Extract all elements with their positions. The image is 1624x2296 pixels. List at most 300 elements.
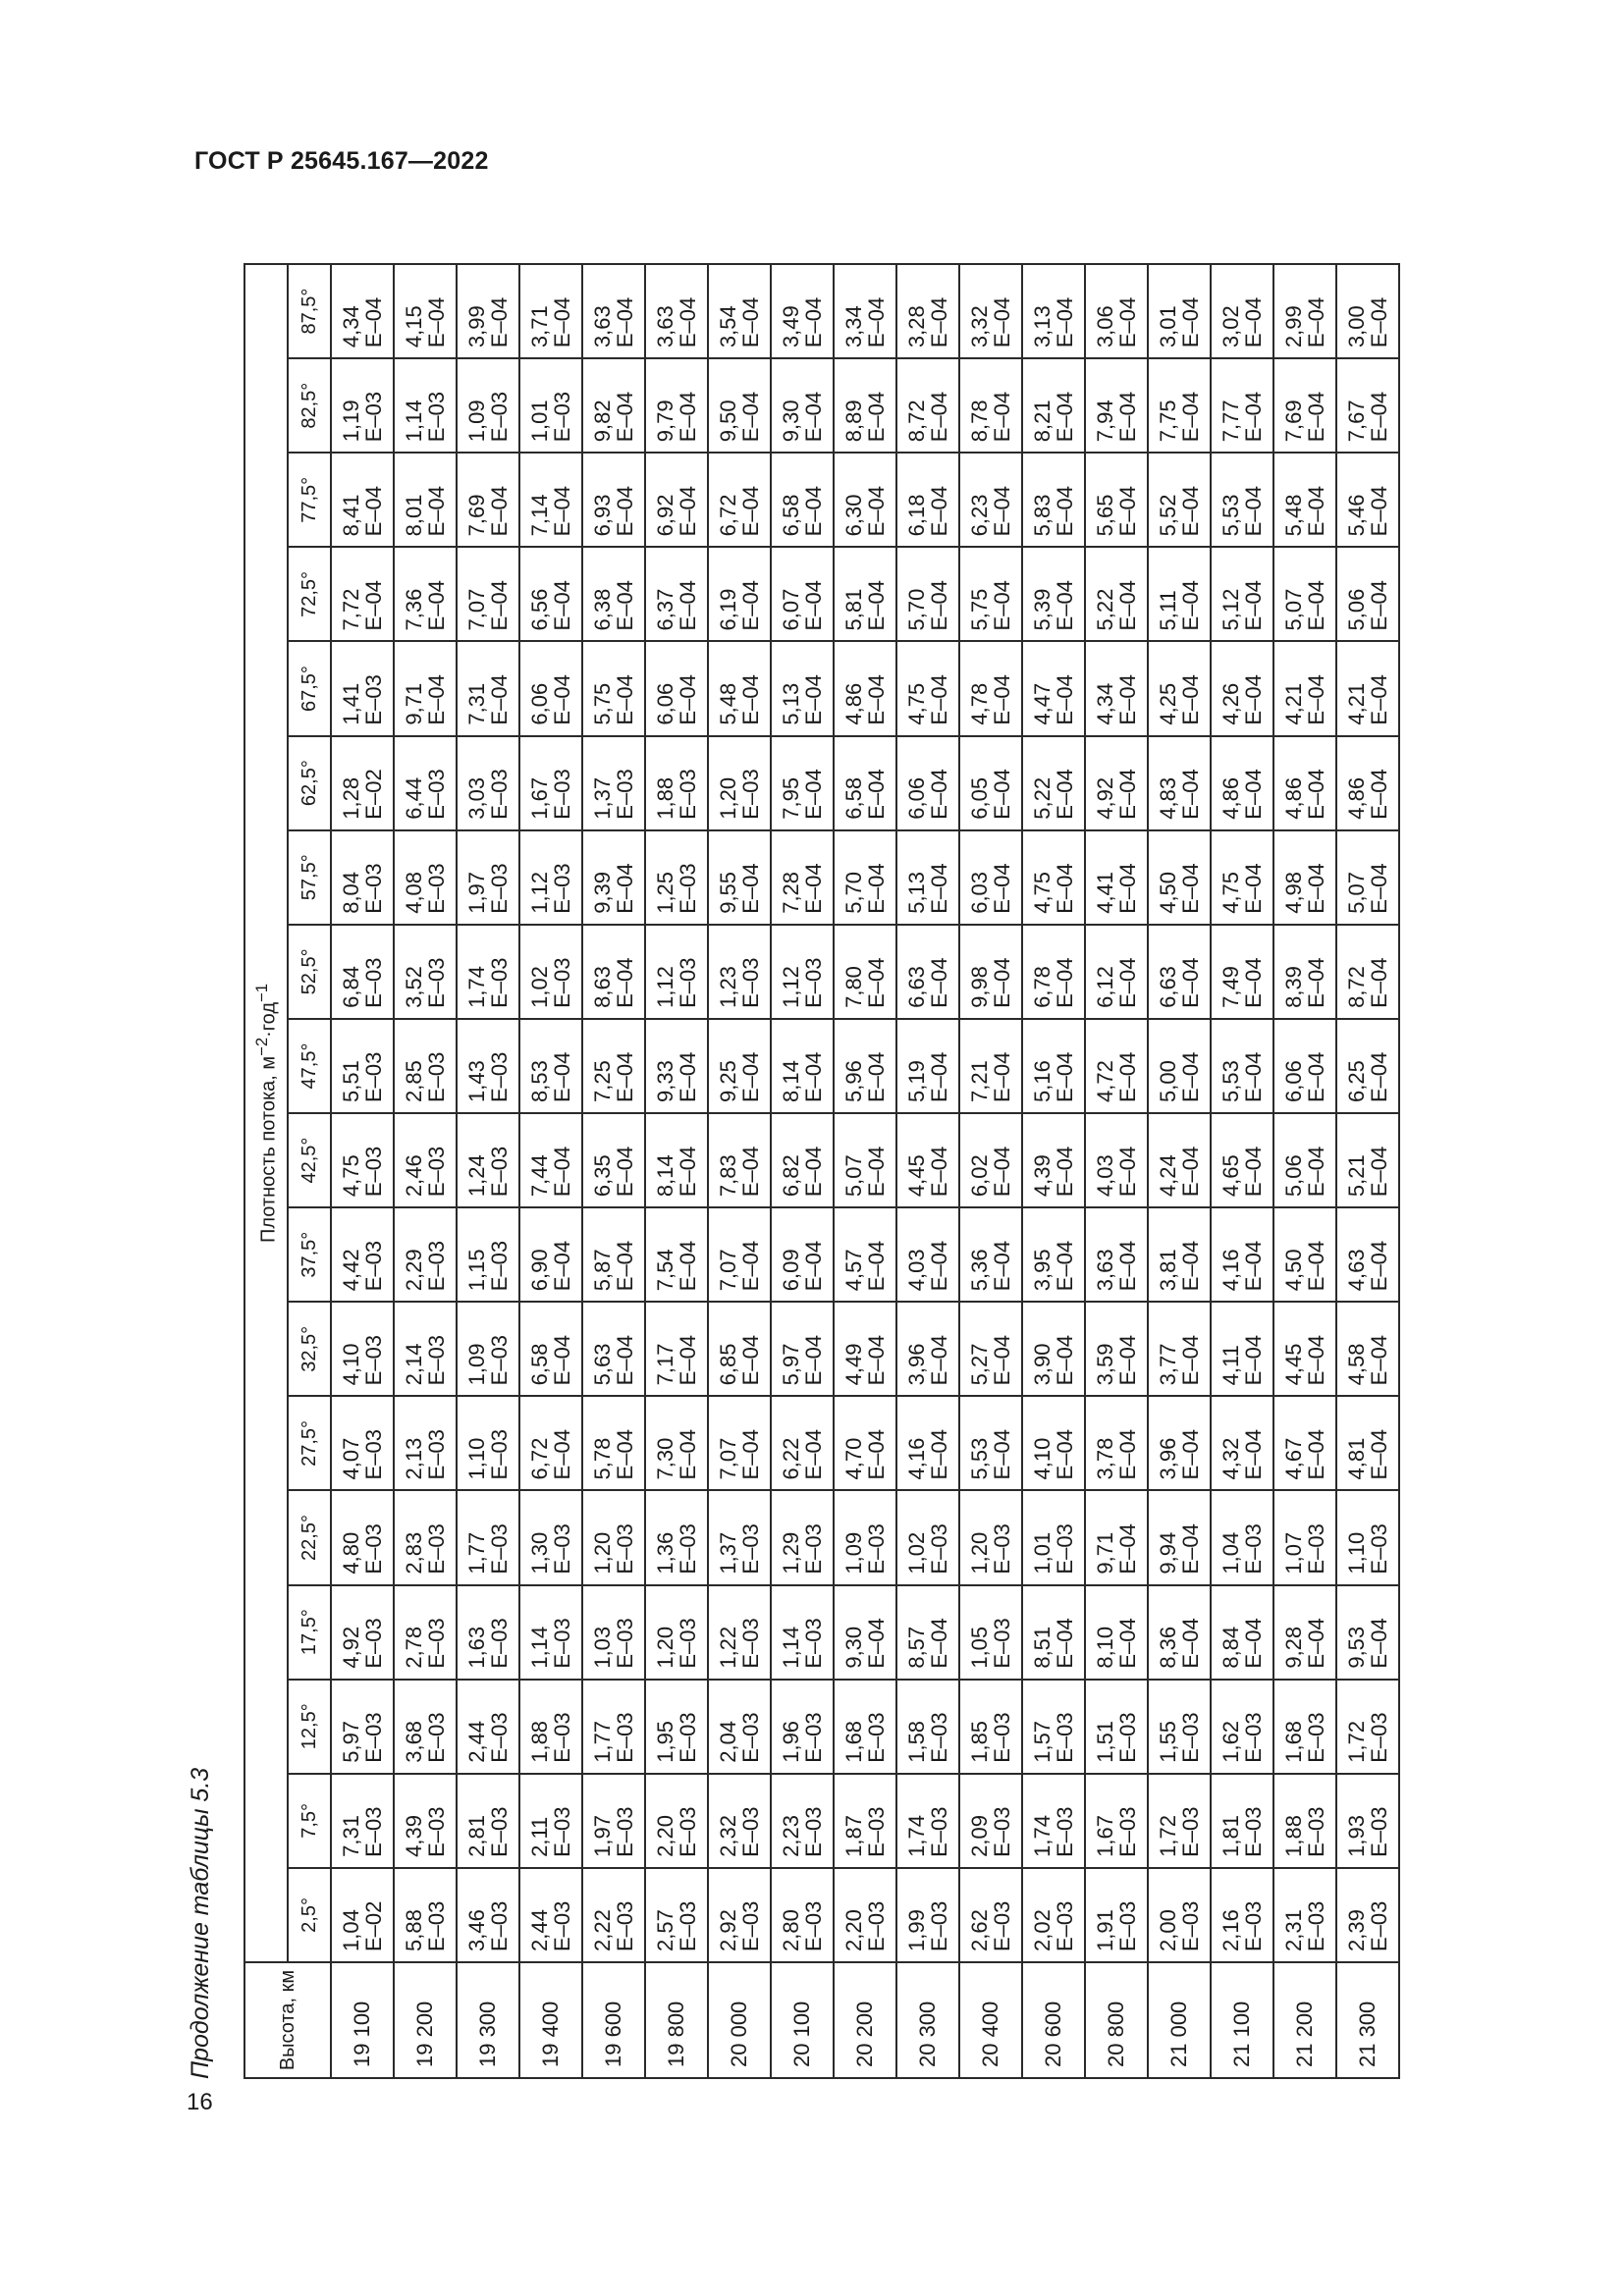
mantissa: 1,37	[590, 776, 615, 820]
flux-value-cell	[331, 830, 394, 925]
mantissa: 9,71	[402, 682, 426, 725]
exponent: E–03	[550, 1618, 574, 1669]
flux-value-cell	[331, 1019, 394, 1113]
exponent: E–04	[1053, 1429, 1077, 1480]
angle-header-cell: 47,5°	[288, 1019, 331, 1113]
mantissa: 9,39	[590, 871, 615, 914]
angle-header-cell: 12,5°	[288, 1680, 331, 1774]
exponent: E–02	[361, 769, 386, 820]
mantissa: 5,83	[1030, 494, 1055, 537]
exponent: E–04	[361, 296, 386, 348]
exponent: E–03	[927, 1806, 951, 1857]
exponent: E–04	[613, 1051, 637, 1103]
flux-value-cell	[1336, 1774, 1399, 1868]
flux-value-cell	[645, 830, 708, 925]
exponent: E–03	[361, 1429, 386, 1480]
exponent: E–04	[1367, 769, 1391, 820]
mantissa: 7,44	[527, 1154, 552, 1198]
table-row	[394, 264, 457, 2078]
mantissa: 6,58	[841, 776, 866, 820]
flux-value-cell	[519, 264, 582, 358]
exponent: E–03	[801, 1618, 826, 1669]
flux-value-cell	[1336, 641, 1399, 735]
mantissa: 4,58	[1344, 1343, 1369, 1386]
mantissa: 4,34	[1093, 682, 1117, 725]
flux-value-cell	[959, 925, 1022, 1019]
mantissa: 3,63	[653, 305, 677, 348]
exponent: E–03	[424, 957, 449, 1008]
exponent: E–03	[361, 1712, 386, 1763]
mantissa: 1,68	[841, 1720, 866, 1763]
mantissa: 1,97	[464, 871, 489, 914]
exponent: E–04	[676, 1240, 700, 1292]
mantissa: 9,79	[653, 400, 677, 443]
flux-value-cell	[708, 1585, 771, 1680]
mantissa: 4,25	[1156, 682, 1180, 725]
flux-value-cell	[582, 1868, 645, 1962]
mantissa: 4,83	[1156, 776, 1180, 820]
angle-header-cell: 22,5°	[288, 1490, 331, 1584]
flux-value-cell	[394, 925, 457, 1019]
flux-value-cell	[1273, 1113, 1336, 1207]
flux-value-cell	[959, 641, 1022, 735]
mantissa: 1,68	[1281, 1720, 1306, 1763]
exponent: E–03	[990, 1618, 1014, 1669]
table-row	[1336, 264, 1399, 2078]
flux-value-cell	[331, 1490, 394, 1584]
mantissa: 7,67	[1344, 400, 1369, 443]
exponent: E–04	[487, 485, 512, 537]
mantissa: 6,63	[1156, 966, 1180, 1008]
flux-value-cell	[645, 1774, 708, 1868]
mantissa: 5,19	[904, 1060, 929, 1103]
exponent: E–03	[487, 391, 512, 443]
exponent: E–03	[487, 1712, 512, 1763]
flux-value-cell	[896, 547, 959, 641]
flux-value-cell	[519, 453, 582, 547]
table-body	[331, 264, 1399, 2078]
exponent: E–04	[1053, 485, 1077, 537]
mantissa: 1,07	[1281, 1531, 1306, 1575]
exponent: E–03	[738, 1806, 763, 1857]
mantissa: 3,06	[1093, 305, 1117, 348]
mantissa: 6,85	[716, 1343, 740, 1386]
mantissa: 4,03	[1093, 1154, 1117, 1198]
exponent: E–03	[550, 1806, 574, 1857]
mantissa: 6,12	[1093, 966, 1117, 1008]
flux-value-cell	[771, 736, 834, 830]
mantissa: 1,14	[527, 1626, 552, 1669]
table-row	[582, 264, 645, 2078]
flux-value-cell	[1336, 1396, 1399, 1490]
exponent: E–04	[1053, 957, 1077, 1008]
mantissa: 1,09	[464, 1343, 489, 1386]
exponent: E–03	[424, 1618, 449, 1669]
exponent: E–04	[676, 1429, 700, 1480]
mantissa: 5,53	[967, 1437, 992, 1480]
flux-value-cell	[1148, 1302, 1211, 1396]
exponent: E–04	[1115, 1523, 1140, 1575]
flux-value-cell	[582, 358, 645, 453]
exponent: E–04	[1304, 863, 1328, 914]
flux-value-cell	[582, 1113, 645, 1207]
mantissa: 1,62	[1218, 1720, 1243, 1763]
flux-value-cell	[834, 1207, 896, 1302]
flux-value-cell	[708, 547, 771, 641]
height-cell: 21 100	[1211, 1962, 1273, 2078]
exponent: E–04	[1367, 1334, 1391, 1386]
flux-value-cell	[1022, 1868, 1085, 1962]
exponent: E–03	[676, 1618, 700, 1669]
exponent: E–04	[1304, 1618, 1328, 1669]
exponent: E–04	[1115, 1146, 1140, 1198]
mantissa: 4,67	[1281, 1437, 1306, 1480]
mantissa: 6,84	[339, 966, 363, 1008]
flux-value-cell	[582, 547, 645, 641]
mantissa: 8,04	[339, 871, 363, 914]
flux-value-cell	[1148, 1585, 1211, 1680]
table-row	[457, 264, 519, 2078]
mantissa: 3,28	[904, 305, 929, 348]
exponent: E–04	[361, 580, 386, 631]
flux-value-cell	[1273, 358, 1336, 453]
exponent: E–03	[487, 1523, 512, 1575]
flux-value-cell	[645, 264, 708, 358]
mantissa: 3,95	[1030, 1249, 1055, 1292]
flux-value-cell	[1085, 1019, 1148, 1113]
flux-value-cell	[708, 453, 771, 547]
exponent: E–04	[1115, 863, 1140, 914]
exponent: E–04	[676, 296, 700, 348]
height-cell: 19 800	[645, 1962, 708, 2078]
exponent: E–04	[1178, 674, 1203, 725]
exponent: E–04	[927, 674, 951, 725]
exponent: E–04	[1178, 296, 1203, 348]
mantissa: 7,94	[1093, 400, 1117, 443]
exponent: E–03	[1241, 1712, 1266, 1763]
mantissa: 8,36	[1156, 1626, 1180, 1669]
mantissa: 8,72	[1344, 966, 1369, 1008]
flux-value-cell	[771, 925, 834, 1019]
flux-value-cell	[959, 1019, 1022, 1113]
flux-value-cell	[771, 1302, 834, 1396]
mantissa: 7,31	[464, 682, 489, 725]
angle-header-cell: 7,5°	[288, 1774, 331, 1868]
mantissa: 1,12	[527, 871, 552, 914]
exponent: E–04	[1178, 1146, 1203, 1198]
flux-value-cell	[1085, 358, 1148, 453]
exponent: E–04	[550, 296, 574, 348]
mantissa: 7,31	[339, 1815, 363, 1857]
mantissa: 7,49	[1218, 966, 1243, 1008]
flux-value-cell	[1085, 1396, 1148, 1490]
mantissa: 3,78	[1093, 1437, 1117, 1480]
exponent: E–04	[1178, 1051, 1203, 1103]
mantissa: 6,22	[779, 1437, 803, 1480]
mantissa: 7,07	[716, 1437, 740, 1480]
flux-value-cell	[1211, 1207, 1273, 1302]
mantissa: 6,82	[779, 1154, 803, 1198]
mantissa: 5,12	[1218, 588, 1243, 631]
exponent: E–03	[1178, 1712, 1203, 1763]
flux-value-cell	[582, 641, 645, 735]
mantissa: 1,74	[904, 1815, 929, 1857]
mantissa: 7,69	[1281, 400, 1306, 443]
exponent: E–03	[550, 1900, 574, 1951]
mantissa: 9,25	[716, 1060, 740, 1103]
exponent: E–03	[361, 1618, 386, 1669]
exponent: E–04	[1241, 1240, 1266, 1292]
mantissa: 4,11	[1218, 1345, 1243, 1386]
flux-value-cell	[1022, 1585, 1085, 1680]
flux-value-cell	[959, 1396, 1022, 1490]
flux-header-mid: ·год	[257, 1001, 280, 1038]
mantissa: 5,07	[841, 1154, 866, 1198]
exponent: E–03	[676, 957, 700, 1008]
exponent: E–04	[1053, 580, 1077, 631]
mantissa: 1,58	[904, 1720, 929, 1763]
mantissa: 5,51	[339, 1060, 363, 1103]
exponent: E–03	[676, 1900, 700, 1951]
flux-value-cell	[834, 264, 896, 358]
exponent: E–03	[550, 1523, 574, 1575]
mantissa: 6,37	[653, 588, 677, 631]
mantissa: 3,99	[464, 305, 489, 348]
mantissa: 7,36	[402, 588, 426, 631]
flux-value-cell	[834, 830, 896, 925]
mantissa: 5,48	[1281, 494, 1306, 537]
flux-value-cell	[1336, 1680, 1399, 1774]
mantissa: 5,27	[967, 1343, 992, 1386]
mantissa: 6,07	[779, 588, 803, 631]
exponent: E–04	[1178, 485, 1203, 537]
mantissa: 5,06	[1344, 588, 1369, 631]
exponent: E–04	[550, 674, 574, 725]
exponent: E–04	[1053, 1240, 1077, 1292]
exponent: E–03	[424, 1240, 449, 1292]
mantissa: 1,23	[716, 966, 740, 1008]
exponent: E–04	[550, 1051, 574, 1103]
flux-value-cell	[771, 1680, 834, 1774]
flux-value-cell	[834, 641, 896, 735]
exponent: E–04	[990, 391, 1014, 443]
mantissa: 9,53	[1344, 1626, 1369, 1669]
flux-value-cell	[771, 1585, 834, 1680]
mantissa: 5,48	[716, 682, 740, 725]
mantissa: 8,53	[527, 1060, 552, 1103]
flux-value-cell	[645, 1585, 708, 1680]
exponent: E–03	[801, 1712, 826, 1763]
mantissa: 3,34	[841, 305, 866, 348]
flux-value-cell	[834, 1113, 896, 1207]
mantissa: 9,33	[653, 1060, 677, 1103]
exponent: E–04	[1241, 674, 1266, 725]
flux-value-cell	[708, 736, 771, 830]
mantissa: 4,86	[841, 682, 866, 725]
mantissa: 2,29	[402, 1249, 426, 1292]
flux-value-cell	[771, 830, 834, 925]
flux-value-cell	[708, 1774, 771, 1868]
flux-value-cell	[1211, 453, 1273, 547]
exponent: E–04	[1241, 1146, 1266, 1198]
exponent: E–04	[927, 1051, 951, 1103]
mantissa: 4,92	[1093, 776, 1117, 820]
flux-value-cell	[582, 925, 645, 1019]
exponent: E–04	[1241, 1051, 1266, 1103]
mantissa: 2,13	[402, 1437, 426, 1480]
exponent: E–04	[676, 674, 700, 725]
mantissa: 7,14	[527, 494, 552, 537]
flux-value-cell	[394, 1019, 457, 1113]
mantissa: 5,39	[1030, 588, 1055, 631]
exponent: E–04	[1304, 296, 1328, 348]
exponent: E–04	[487, 580, 512, 631]
flux-value-cell	[1148, 547, 1211, 641]
flux-value-cell	[457, 1207, 519, 1302]
flux-value-cell	[959, 264, 1022, 358]
exponent: E–02	[361, 1900, 386, 1951]
mantissa: 2,44	[527, 1909, 552, 1951]
flux-value-cell	[771, 1207, 834, 1302]
mantissa: 4,57	[841, 1249, 866, 1292]
flux-value-cell	[1336, 453, 1399, 547]
exponent: E–03	[361, 674, 386, 725]
exponent: E–03	[361, 1523, 386, 1575]
mantissa: 1,67	[527, 776, 552, 820]
flux-value-cell	[1085, 1774, 1148, 1868]
flux-value-cell	[457, 1113, 519, 1207]
mantissa: 2,09	[967, 1815, 992, 1857]
mantissa: 5,22	[1030, 776, 1055, 820]
flux-value-cell	[1273, 1490, 1336, 1584]
flux-value-cell	[519, 1396, 582, 1490]
flux-value-cell	[519, 736, 582, 830]
flux-value-cell	[1022, 547, 1085, 641]
flux-value-cell	[959, 1113, 1022, 1207]
flux-value-cell	[331, 264, 394, 358]
flux-value-cell	[1085, 453, 1148, 547]
flux-value-cell	[394, 1774, 457, 1868]
mantissa: 3,13	[1030, 305, 1055, 348]
exponent: E–04	[801, 391, 826, 443]
angle-header-row	[288, 264, 331, 2078]
flux-value-cell	[1273, 736, 1336, 830]
flux-value-cell	[394, 1396, 457, 1490]
flux-value-cell	[1148, 641, 1211, 735]
mantissa: 1,67	[1093, 1815, 1117, 1857]
mantissa: 1,37	[716, 1531, 740, 1575]
exponent: E–04	[613, 1146, 637, 1198]
flux-value-cell	[457, 641, 519, 735]
flux-value-cell	[1085, 1585, 1148, 1680]
flux-value-cell	[394, 358, 457, 453]
flux-value-cell	[1273, 925, 1336, 1019]
exponent: E–04	[1053, 769, 1077, 820]
flux-value-cell	[582, 1774, 645, 1868]
exponent: E–03	[1304, 1523, 1328, 1575]
flux-value-cell	[394, 830, 457, 925]
flux-value-cell	[834, 1868, 896, 1962]
flux-value-cell	[645, 358, 708, 453]
exponent: E–04	[801, 863, 826, 914]
exponent: E–03	[676, 1806, 700, 1857]
flux-value-cell	[1148, 736, 1211, 830]
mantissa: 4,45	[904, 1154, 929, 1198]
flux-value-cell	[1148, 1207, 1211, 1302]
flux-value-cell	[896, 1774, 959, 1868]
flux-value-cell	[1211, 641, 1273, 735]
flux-value-cell	[1085, 641, 1148, 735]
flux-value-cell	[708, 1868, 771, 1962]
flux-value-cell	[708, 1396, 771, 1490]
mantissa: 8,14	[653, 1154, 677, 1198]
exponent: E–04	[676, 1051, 700, 1103]
flux-value-cell	[896, 264, 959, 358]
mantissa: 5,22	[1093, 588, 1117, 631]
exponent: E–03	[487, 863, 512, 914]
mantissa: 6,23	[967, 494, 992, 537]
flux-value-cell	[1148, 1680, 1211, 1774]
flux-value-cell	[834, 1396, 896, 1490]
exponent: E–04	[1178, 957, 1203, 1008]
mantissa: 6,06	[527, 682, 552, 725]
flux-value-cell	[457, 925, 519, 1019]
table-row	[708, 264, 771, 2078]
mantissa: 5,97	[779, 1343, 803, 1386]
flux-value-cell	[834, 925, 896, 1019]
flux-value-cell	[645, 453, 708, 547]
exponent: E–04	[1367, 1429, 1391, 1480]
flux-value-cell	[708, 1019, 771, 1113]
mantissa: 6,90	[527, 1249, 552, 1292]
mantissa: 5,11	[1156, 590, 1180, 631]
flux-value-cell	[1022, 1490, 1085, 1584]
mantissa: 1,24	[464, 1154, 489, 1198]
exponent: E–03	[424, 863, 449, 914]
rotated-table-area	[187, 263, 1492, 2079]
mantissa: 5,96	[841, 1060, 866, 1103]
flux-value-cell	[834, 1585, 896, 1680]
flux-value-cell	[582, 1019, 645, 1113]
exponent: E–04	[1304, 1429, 1328, 1480]
mantissa: 7,75	[1156, 400, 1180, 443]
exponent: E–03	[801, 1900, 826, 1951]
exponent: E–03	[424, 391, 449, 443]
flux-value-cell	[1085, 736, 1148, 830]
mantissa: 6,06	[904, 776, 929, 820]
exponent: E–03	[487, 957, 512, 1008]
table-row	[331, 264, 394, 2078]
exponent: E–04	[864, 391, 889, 443]
mantissa: 2,00	[1156, 1909, 1180, 1951]
flux-value-cell	[1211, 1868, 1273, 1962]
exponent: E–03	[864, 1523, 889, 1575]
mantissa: 4,75	[339, 1154, 363, 1198]
mantissa: 5,16	[1030, 1060, 1055, 1103]
flux-value-cell	[959, 1585, 1022, 1680]
flux-value-cell	[834, 1019, 896, 1113]
flux-value-cell	[457, 358, 519, 453]
mantissa: 2,11	[527, 1816, 552, 1857]
flux-value-cell	[771, 1019, 834, 1113]
exponent: E–04	[1367, 1146, 1391, 1198]
flux-value-cell	[1148, 358, 1211, 453]
flux-value-cell	[1211, 736, 1273, 830]
flux-value-cell	[771, 1113, 834, 1207]
flux-value-cell	[708, 1113, 771, 1207]
table-row	[959, 264, 1022, 2078]
mantissa: 8,63	[590, 966, 615, 1008]
